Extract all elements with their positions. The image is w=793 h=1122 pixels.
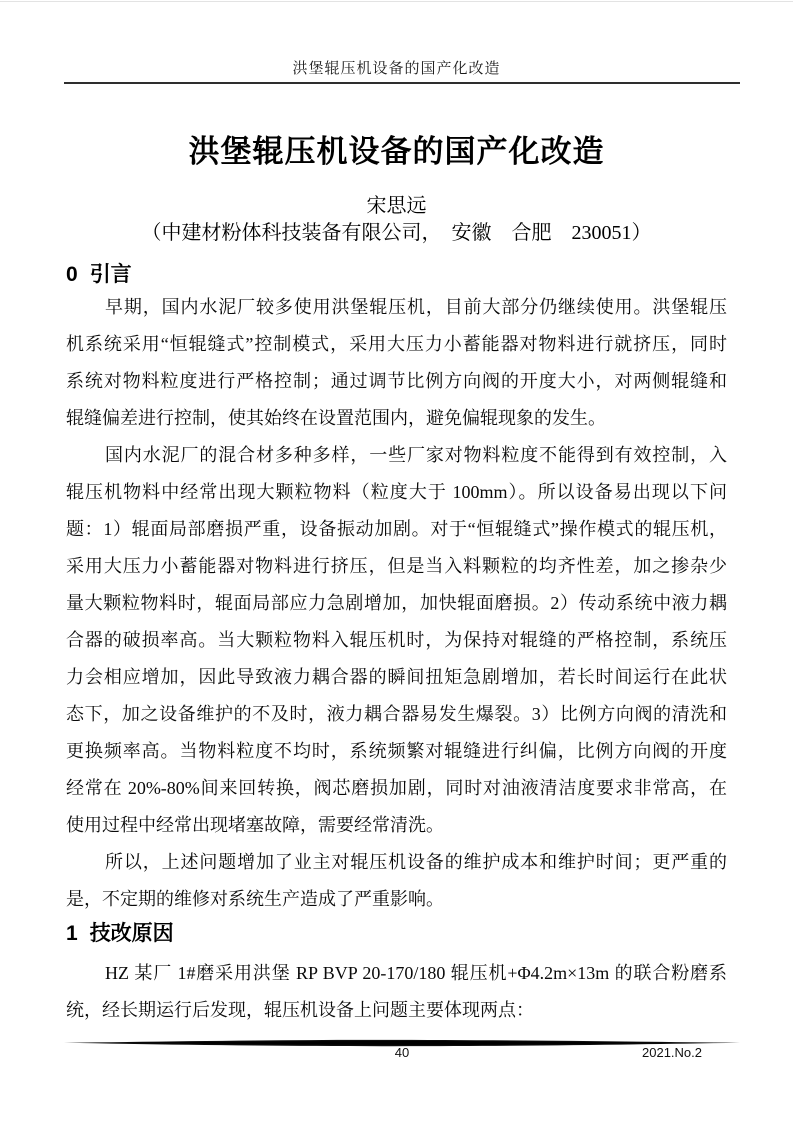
body-line: 统，经长期运行后发现，辊压机设备上问题主要体现两点： xyxy=(66,1000,534,1020)
body-line: 题：1）辊面局部磨损严重，设备振动加剧。对于“恒辊缝式”操作模式的辊压机， xyxy=(66,519,727,539)
body-line: 所以，上述问题增加了业主对辊压机设备的维护成本和维护时间；更严重的 xyxy=(105,852,727,872)
article-title: 洪堡辊压机设备的国产化改造 xyxy=(188,134,605,169)
author-name: 宋思远 xyxy=(366,195,427,217)
body-line: 合器的破损率高。当大颗粒物料入辊压机时，为保持对辊缝的严格控制，系统压 xyxy=(66,630,727,650)
section-title: 技改原因 xyxy=(89,922,174,945)
section-title: 引言 xyxy=(89,263,132,286)
body-line: 经常在 20%-80%间来回转换，阀芯磨损加剧，同时对油液清洁度要求非常高，在 xyxy=(66,778,727,798)
section-heading-intro xyxy=(66,260,727,289)
body-line: 态下，加之设备维护的不及时，液力耦合器易发生爆裂。3）比例方向阀的清洗和 xyxy=(66,704,727,724)
footer-divider-bar xyxy=(64,1035,740,1045)
author-affiliation: （中建材粉体科技装备有限公司， 安徽 合肥 230051） xyxy=(141,222,652,244)
body-line: 量大颗粒物料时，辊面局部应力急剧增加，加快辊面磨损。2）传动系统中液力耦 xyxy=(66,593,727,613)
page-number: 40 xyxy=(394,1045,410,1060)
body-line: 早期，国内水泥厂较多使用洪堡辊压机，目前大部分仍继续使用。洪堡辊压 xyxy=(105,297,727,317)
footer xyxy=(64,1045,740,1063)
body-line: 采用大压力小蓄能器对物料进行挤压，但是当入料颗粒的均齐性差，加之掺杂少 xyxy=(66,556,727,576)
body-line: HZ 某厂 1#磨采用洪堡 RP BVP 20-170/180 辊压机+Φ4.2m×13m 的联合粉磨系 xyxy=(105,963,727,983)
body-line: 力会相应增加，因此导致液力耦合器的瞬间扭矩急剧增加，若长时间运行在此状 xyxy=(66,667,727,687)
section-number: 0 xyxy=(66,263,78,286)
body-line: 国内水泥厂的混合材多种多样，一些厂家对物料粒度不能得到有效控制，入 xyxy=(105,445,727,465)
body-line: 辊缝偏差进行控制，使其始终在设置范围内，避免偏辊现象的发生。 xyxy=(66,408,606,428)
body-line: 系统对物料粒度进行严格控制；通过调节比例方向阀的开度大小，对两侧辊缝和 xyxy=(66,371,727,391)
section-heading-reasons xyxy=(66,918,727,955)
body-line: 辊压机物料中经常出现大颗粒物料（粒度大于 100mm）。所以设备易出现以下问 xyxy=(66,482,727,502)
scan-edge-artifact xyxy=(0,1,793,2)
article-body xyxy=(66,260,727,1029)
header-rule xyxy=(64,82,740,84)
body-line: 机系统采用“恒辊缝式”控制模式，采用大压力小蓄能器对物料进行就挤压，同时 xyxy=(66,334,727,354)
section-number: 1 xyxy=(66,922,78,945)
body-line: 是，不定期的维修对系统生产造成了严重影响。 xyxy=(66,889,444,909)
issue-number: 2021.No.2 xyxy=(642,1045,702,1060)
body-line: 更换频率高。当物料粒度不均时，系统频繁对辊缝进行纠偏，比例方向阀的开度 xyxy=(66,741,727,761)
running-head: 洪堡辊压机设备的国产化改造 xyxy=(292,61,501,77)
body-line: 使用过程中经常出现堵塞故障，需要经常清洗。 xyxy=(66,815,444,835)
